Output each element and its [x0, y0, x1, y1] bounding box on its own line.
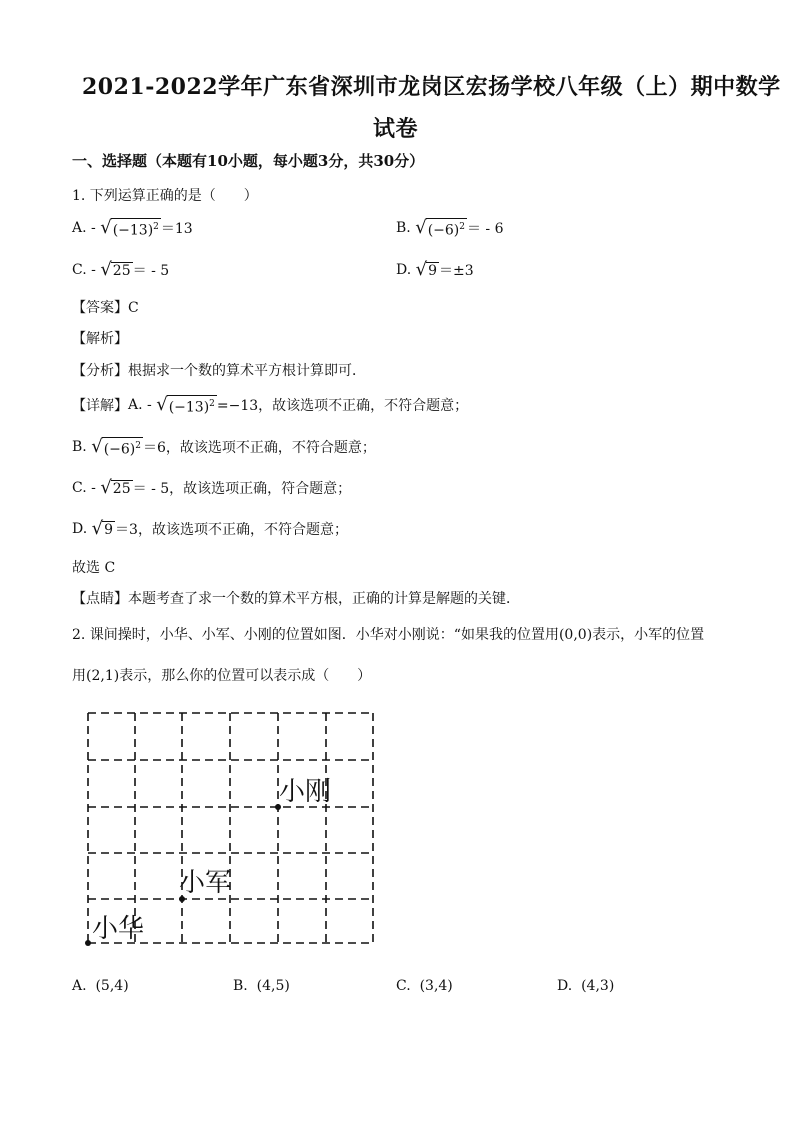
label-xiaojun: 小军 [179, 868, 232, 898]
sqrt-icon: √ [415, 259, 428, 280]
option-result: ＝±3 [439, 263, 474, 279]
q1-guxuan: 故选 C [72, 560, 116, 576]
q2-option-a: A. (5,4) [72, 978, 129, 994]
section-heading: 一、选择题（本题有10小题，每小题3分，共30分） [72, 152, 425, 170]
point-xiaohua [85, 940, 91, 946]
position-grid-figure [80, 705, 380, 950]
radicand: 25 [112, 262, 131, 279]
option-result: ＝ - 6 [466, 221, 504, 238]
q2-option-c: C. (3,4) [396, 978, 453, 994]
radicand: 9 [104, 521, 114, 538]
q1-option-b [396, 218, 504, 239]
q1-option-d [396, 260, 474, 280]
radicand: 9 [428, 262, 438, 279]
q1-dianjing: 【点睛】本题考查了求一个数的算术平方根，正确的计算是解题的关键． [72, 591, 520, 607]
label-xiaohua: 小华 [92, 914, 145, 944]
q1-jiexi: 【解析】 [72, 331, 128, 347]
option-label: C. [72, 262, 87, 278]
option-result: ＝13 [160, 221, 193, 238]
q1-option-a [72, 218, 193, 239]
q1-option-c [72, 260, 169, 280]
sqrt-icon: √ [91, 518, 104, 539]
sqrt-icon: √ [91, 436, 103, 458]
sqrt-icon: √ [415, 217, 427, 239]
option-label: A. [72, 220, 87, 237]
label-xiaogang: 小刚 [279, 777, 332, 807]
q1-xiangjie-b: B. √ $(-6)^2$ ＝6，故该选项不正确，不符合题意； [72, 436, 376, 458]
sqrt-icon: √ [100, 477, 112, 498]
title-line-1: 2021-2022学年广东省深圳市龙岗区宏扬学校八年级（上）期中数学 [82, 74, 781, 100]
q1-xiangjie-c: C. - √ 25 ＝ - 5，故该选项正确，符合题意； [72, 477, 352, 498]
radicand: $(-6)^2$ [102, 437, 143, 458]
sqrt-icon: √ [100, 259, 112, 280]
radicand: $(-6)^2$ [426, 218, 467, 239]
radicand: $(-13)^2$ [167, 395, 217, 416]
option-sign: - [91, 262, 96, 278]
option-result: ＝ - 5 [132, 263, 170, 279]
option-sign: - [91, 220, 96, 237]
q1-xiangjie-d: D. √ 9 ＝3，故该选项不正确，不符合题意； [72, 518, 348, 539]
q1-fenxi: 【分析】根据求一个数的算术平方根计算即可． [72, 363, 366, 379]
q1-answer: 【答案】C [72, 300, 139, 316]
radicand: $(-13)^2$ [111, 218, 161, 239]
q2-option-b: B. (4,5) [233, 978, 290, 994]
radicand: 25 [112, 480, 131, 497]
q1-xiangjie-a: 【详解】 A. - √ $(-13)^2$ =−13，故该选项不正确，不符合题意； [72, 394, 469, 416]
option-label: D. [396, 262, 412, 278]
title-line-2: 试卷 [373, 116, 419, 142]
q2-option-d: D. (4,3) [557, 978, 615, 994]
q1-stem: 1. 下列运算正确的是（ ） [72, 188, 258, 204]
grid-lines [88, 713, 373, 943]
option-label: B. [396, 220, 411, 237]
q2-stem-line-1: 2. 课间操时，小华、小军、小刚的位置如图．小华对小刚说：“如果我的位置用(0,0)表示，小军的位置 [72, 627, 705, 643]
sqrt-icon: √ [100, 217, 112, 239]
sqrt-icon: √ [156, 394, 168, 416]
q2-stem-line-2: 用(2,1)表示，那么你的位置可以表示成（ ） [72, 668, 372, 684]
